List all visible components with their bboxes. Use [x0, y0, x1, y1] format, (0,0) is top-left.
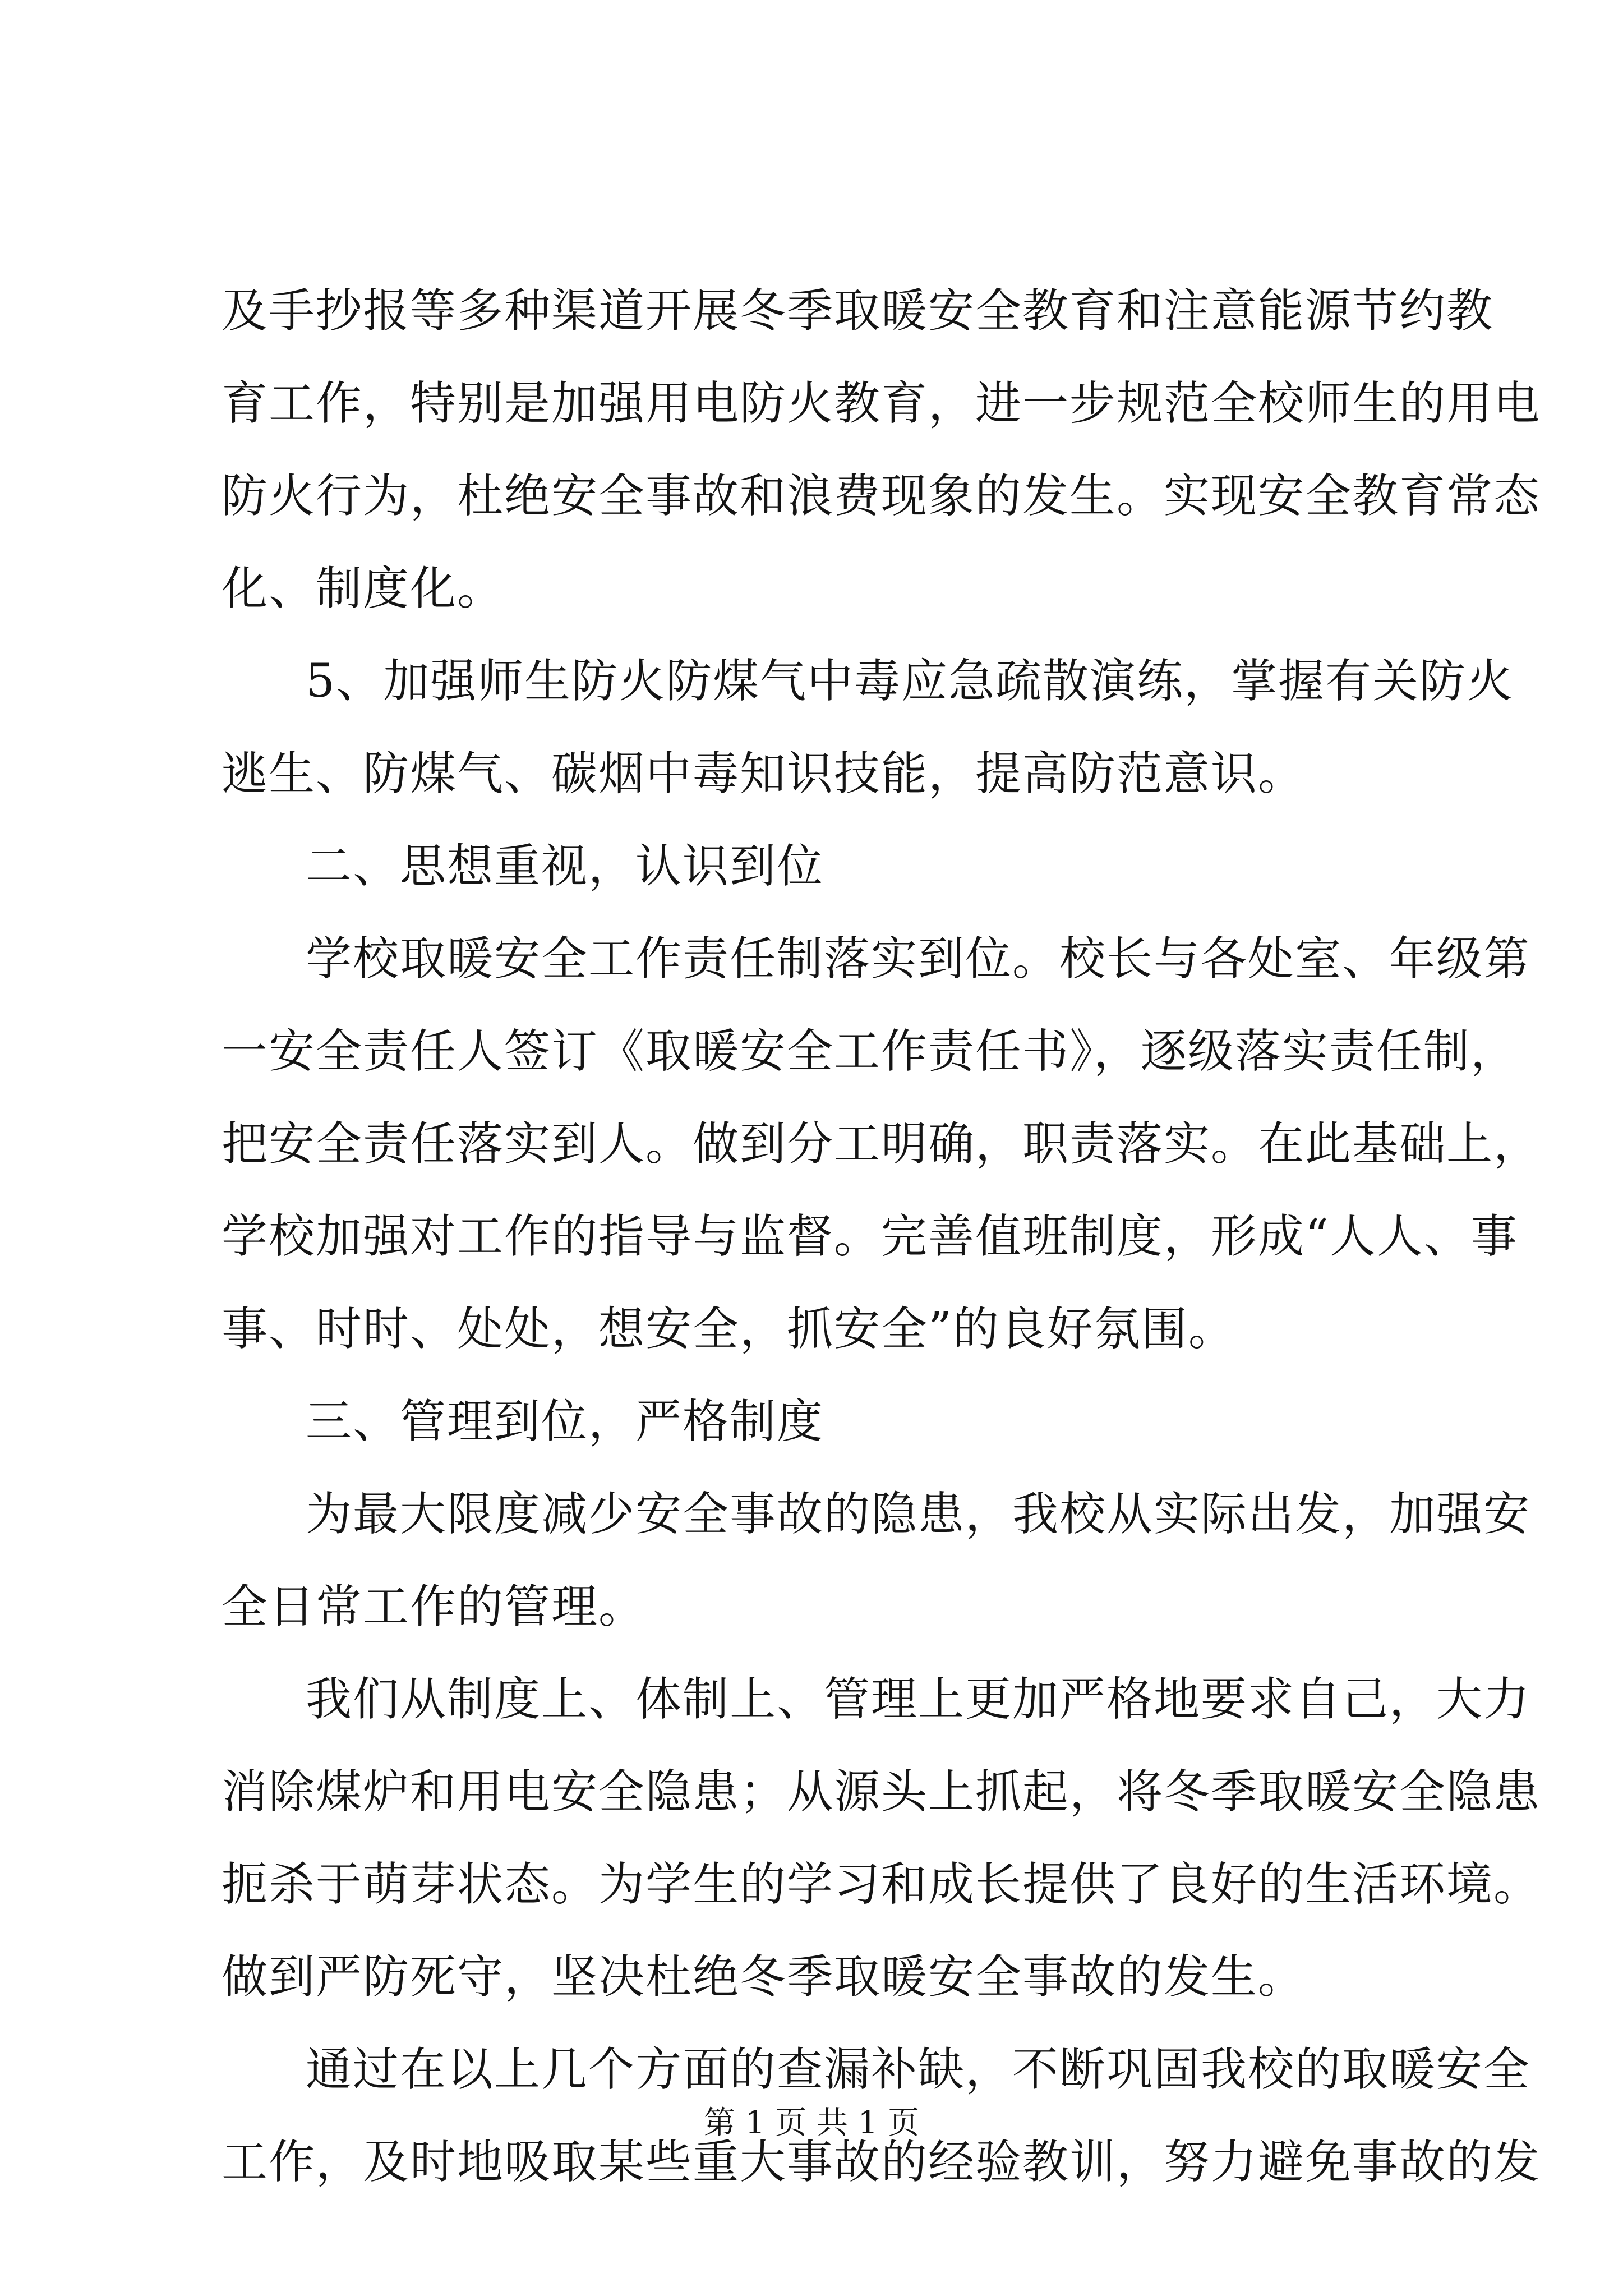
text-line-3: 防火行为，杜绝安全事故和浪费现象的发生。实现安全教育常态	[222, 470, 1541, 523]
text-line-12: 事、时时、处处，想安全，抓安全”的良好氛围。	[222, 1303, 1235, 1356]
text-line-21: 工作，及时地吸取某些重大事故的经验教训，努力避免事故的发	[222, 2136, 1541, 2189]
text-line-17: 消除煤炉和用电安全隐患；从源头上抓起，将冬季取暖安全隐患	[222, 1765, 1541, 1819]
text-line-5: 5、加强师生防火防煤气中毒应急疏散演练，掌握有关防火	[306, 655, 1514, 708]
text-line-10: 把安全责任落实到人。做到分工明确，职责落实。在此基础上，	[222, 1117, 1541, 1171]
document-body	[222, 265, 1541, 2208]
text-line-11: 学校加强对工作的指导与监督。完善值班制度，形成“人人、事	[222, 1210, 1518, 1263]
text-line-9: 一安全责任人签订《取暖安全工作责任书》，逐级落实责任制，	[222, 1025, 1518, 1078]
page-footer: 第 1 页 共 1 页	[703, 2105, 920, 2141]
text-line-14: 为最大限度减少安全事故的隐患，我校从实际出发，加强安	[306, 1488, 1531, 1541]
text-line-4: 化、制度化。	[222, 562, 505, 615]
text-line-2: 育工作，特别是加强用电防火教育，进一步规范全校师生的用电	[222, 377, 1541, 430]
text-line-8: 学校取暖安全工作责任制落实到位。校长与各处室、年级第	[306, 932, 1531, 986]
text-line-18: 扼杀于萌芽状态。为学生的学习和成长提供了良好的生活环境。	[222, 1858, 1541, 1911]
text-line-1: 及手抄报等多种渠道开展冬季取暖安全教育和注意能源节约教	[222, 284, 1494, 338]
text-line-20: 通过在以上几个方面的查漏补缺，不断巩固我校的取暖安全	[306, 2043, 1531, 2096]
text-line-16: 我们从制度上、体制上、管理上更加严格地要求自己，大力	[306, 1673, 1531, 1726]
section-heading-3: 三、管理到位，严格制度	[306, 1395, 824, 1448]
text-line-6: 逃生、防煤气、碳烟中毒知识技能，提高防范意识。	[222, 747, 1306, 800]
section-heading-2: 二、思想重视，认识到位	[306, 840, 824, 893]
text-line-19: 做到严防死守，坚决杜绝冬季取暖安全事故的发生。	[222, 1950, 1306, 2004]
text-line-15: 全日常工作的管理。	[222, 1580, 646, 1634]
